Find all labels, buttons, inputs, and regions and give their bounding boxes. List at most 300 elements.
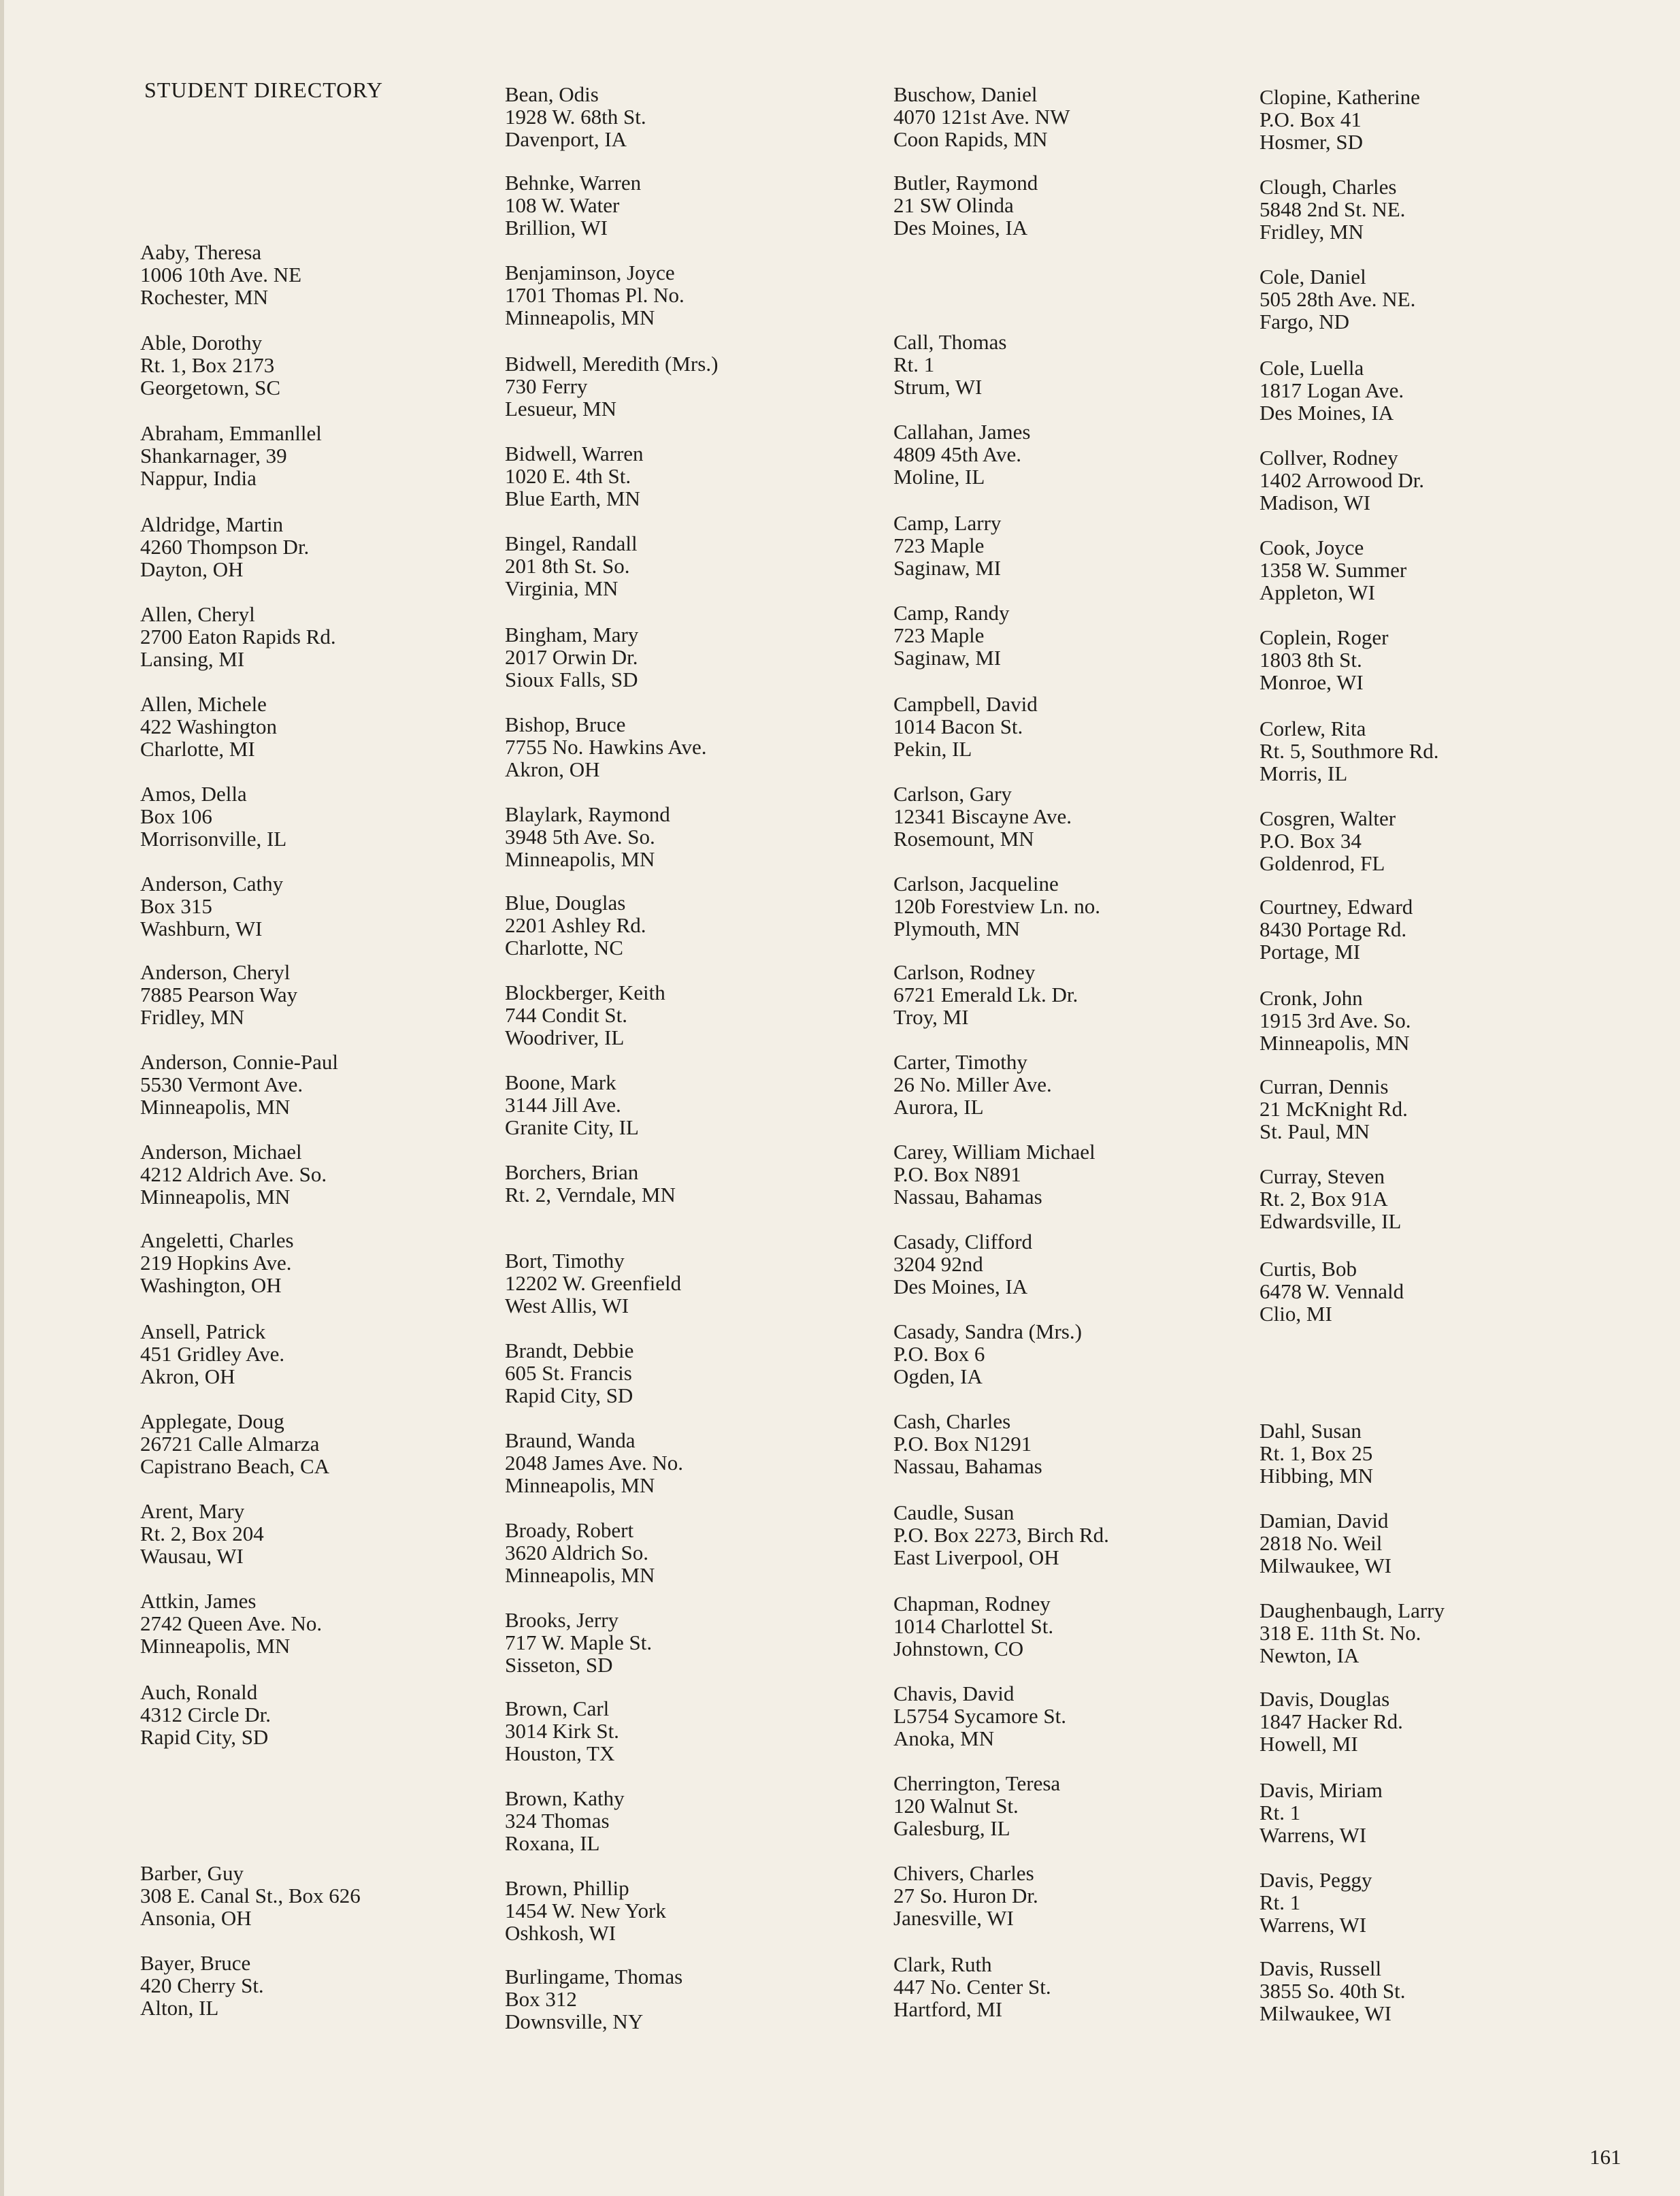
entry-address-line: 422 Washington	[140, 715, 278, 738]
entry-name: Cook, Joyce	[1259, 536, 1364, 559]
entry-address-line: Hartford, MI	[893, 1997, 1003, 2021]
entry-address-line: Warrens, WI	[1259, 1823, 1367, 1847]
entry-address-line: Shankarnager, 39	[140, 444, 287, 468]
directory-entry	[140, 1410, 329, 1477]
directory-entry	[1259, 987, 1411, 1054]
entry-name: Dahl, Susan	[1259, 1419, 1362, 1443]
entry-address-line: 2201 Ashley Rd.	[505, 913, 646, 937]
entry-name: Cosgren, Walter	[1259, 806, 1396, 830]
directory-entry	[893, 1862, 1038, 1929]
entry-name: Cash, Charles	[893, 1409, 1011, 1433]
entry-address-line: Oshkosh, WI	[505, 1921, 616, 1945]
directory-entry	[893, 512, 1001, 579]
entry-address-line: Minneapolis, MN	[505, 1473, 655, 1497]
entry-address-line: Portage, MI	[1259, 940, 1361, 964]
entry-address-line: 26721 Calle Almarza	[140, 1432, 320, 1456]
entry-name: Cronk, John	[1259, 986, 1363, 1010]
entry-address-line: Granite City, IL	[505, 1115, 639, 1139]
entry-address-line: 3014 Kirk St.	[505, 1719, 619, 1743]
entry-name: Brooks, Jerry	[505, 1608, 619, 1632]
entry-name: Collver, Rodney	[1259, 446, 1398, 470]
directory-entry	[505, 532, 638, 600]
directory-entry	[1259, 1509, 1391, 1577]
entry-address-line: 1014 Bacon St.	[893, 715, 1023, 738]
entry-address-line: Rt. 5, Southmore Rd.	[1259, 739, 1439, 763]
entry-address-line: 21 McKnight Rd.	[1259, 1097, 1408, 1121]
entry-name: Chapman, Rodney	[893, 1592, 1051, 1616]
entry-address-line: 219 Hopkins Ave.	[140, 1251, 292, 1275]
entry-address-line: Des Moines, IA	[893, 216, 1028, 240]
entry-address-line: 3204 92nd	[893, 1252, 983, 1276]
directory-entry	[140, 331, 280, 399]
entry-address-line: Johnstown, CO	[893, 1637, 1024, 1660]
entry-name: Butler, Raymond	[893, 171, 1038, 195]
directory-entry	[893, 1953, 1051, 2020]
entry-address-line: Minneapolis, MN	[1259, 1031, 1410, 1055]
entry-name: Chavis, David	[893, 1682, 1015, 1705]
directory-entry	[505, 261, 685, 329]
entry-address-line: Blue Earth, MN	[505, 487, 640, 510]
directory-entry	[140, 961, 297, 1028]
entry-address-line: Nassau, Bahamas	[893, 1454, 1042, 1478]
entry-name: Carlson, Rodney	[893, 960, 1036, 984]
entry-address-line: Houston, TX	[505, 1741, 615, 1765]
entry-address-line: Minneapolis, MN	[505, 1563, 655, 1587]
entry-address-line: P.O. Box N1291	[893, 1432, 1032, 1456]
directory-entry	[1259, 1165, 1401, 1232]
entry-address-line: 4809 45th Ave.	[893, 442, 1021, 466]
entry-name: Bidwell, Warren	[505, 442, 644, 465]
directory-entry	[140, 1229, 294, 1296]
directory-entry	[1259, 86, 1420, 153]
directory-entry	[893, 602, 1010, 669]
directory-entry	[893, 783, 1072, 850]
entry-address-line: Janesville, WI	[893, 1906, 1014, 1930]
entry-address-line: 318 E. 11th St. No.	[1259, 1621, 1421, 1645]
entry-address-line: Troy, MI	[893, 1005, 969, 1029]
entry-address-line: Nassau, Bahamas	[893, 1185, 1042, 1209]
directory-entry	[1259, 1957, 1405, 2025]
directory-entry	[505, 1161, 676, 1206]
entry-name: Auch, Ronald	[140, 1680, 258, 1704]
entry-name: Anderson, Michael	[140, 1140, 302, 1164]
directory-entry	[1259, 1075, 1408, 1143]
directory-entry	[140, 872, 283, 940]
entry-address-line: Dayton, OH	[140, 557, 244, 581]
entry-address-line: Downsville, NY	[505, 2010, 644, 2033]
entry-address-line: Newton, IA	[1259, 1643, 1360, 1667]
directory-entry	[893, 1141, 1096, 1208]
directory-entry	[893, 171, 1038, 239]
entry-address-line: Edwardsville, IL	[1259, 1209, 1402, 1233]
entry-address-line: Pekin, IL	[893, 737, 972, 761]
directory-entry	[140, 603, 336, 670]
entry-name: Davis, Russell	[1259, 1956, 1382, 1980]
directory-entry	[140, 1051, 338, 1118]
entry-address-line: P.O. Box 41	[1259, 108, 1362, 131]
entry-name: Angeletti, Charles	[140, 1228, 294, 1252]
entry-address-line: 420 Cherry St.	[140, 1973, 264, 1997]
entry-address-line: Rt. 1, Box 2173	[140, 353, 275, 377]
entry-address-line: Appleton, WI	[1259, 580, 1375, 604]
page-heading: STUDENT DIRECTORY	[144, 78, 383, 102]
entry-address-line: Monroe, WI	[1259, 670, 1364, 694]
entry-name: Coplein, Roger	[1259, 625, 1389, 649]
entry-address-line: 108 W. Water	[505, 193, 620, 217]
entry-name: Cole, Luella	[1259, 356, 1364, 380]
entry-name: Curray, Steven	[1259, 1164, 1385, 1188]
directory-entry	[893, 1501, 1109, 1569]
entry-address-line: 1020 E. 4th St.	[505, 464, 631, 488]
entry-address-line: P.O. Box 6	[893, 1342, 985, 1366]
entry-address-line: Warrens, WI	[1259, 1913, 1367, 1937]
entry-address-line: Morris, IL	[1259, 761, 1348, 785]
directory-entry	[505, 442, 644, 510]
directory-entry	[1259, 357, 1404, 424]
directory-entry	[140, 241, 301, 308]
entry-address-line: Galesburg, IL	[893, 1816, 1010, 1840]
entry-address-line: 3620 Aldrich So.	[505, 1541, 648, 1564]
entry-address-line: 447 No. Center St.	[893, 1975, 1051, 1999]
entry-name: Chivers, Charles	[893, 1861, 1034, 1885]
entry-address-line: Ogden, IA	[893, 1364, 983, 1388]
directory-entry	[893, 1410, 1042, 1477]
entry-name: Bort, Timothy	[505, 1249, 625, 1273]
entry-address-line: Hibbing, MN	[1259, 1464, 1374, 1488]
entry-address-line: 120 Walnut St.	[893, 1794, 1019, 1818]
directory-entry	[505, 83, 646, 150]
entry-address-line: Aurora, IL	[893, 1095, 984, 1119]
entry-address-line: 27 So. Huron Dr.	[893, 1884, 1038, 1907]
page-edge	[0, 0, 4, 2196]
entry-address-line: Wausau, WI	[140, 1544, 244, 1568]
directory-entry	[893, 1051, 1052, 1118]
entry-name: Carlson, Jacqueline	[893, 872, 1059, 896]
entry-address-line: Anoka, MN	[893, 1726, 995, 1750]
entry-address-line: Minneapolis, MN	[505, 306, 655, 329]
entry-name: Cherrington, Teresa	[893, 1771, 1061, 1795]
entry-address-line: Morrisonville, IL	[140, 827, 287, 851]
entry-name: Buschow, Daniel	[893, 82, 1038, 106]
entry-address-line: 2700 Eaton Rapids Rd.	[140, 625, 336, 649]
entry-address-line: 1817 Logan Ave.	[1259, 378, 1404, 402]
entry-address-line: Rt. 1	[1259, 1801, 1301, 1824]
entry-address-line: Saginaw, MI	[893, 556, 1002, 580]
entry-name: Arent, Mary	[140, 1499, 245, 1523]
entry-name: Benjaminson, Joyce	[505, 261, 675, 284]
entry-name: Blockberger, Keith	[505, 981, 665, 1004]
entry-address-line: Georgetown, SC	[140, 376, 281, 399]
directory-entry	[505, 891, 646, 959]
entry-address-line: 324 Thomas	[505, 1809, 610, 1833]
entry-name: Anderson, Connie-Paul	[140, 1050, 339, 1074]
directory-entry	[140, 1590, 322, 1657]
directory-entry	[893, 1772, 1060, 1839]
entry-address-line: 2818 No. Weil	[1259, 1531, 1383, 1555]
entry-address-line: Rt. 2, Verndale, MN	[505, 1183, 676, 1207]
page-number: 161	[1590, 2145, 1621, 2169]
entry-name: Bean, Odis	[505, 82, 599, 106]
entry-address-line: Sisseton, SD	[505, 1653, 613, 1677]
entry-name: Amos, Della	[140, 782, 247, 806]
entry-name: Bayer, Bruce	[140, 1951, 251, 1975]
entry-address-line: 1928 W. 68th St.	[505, 105, 646, 129]
entry-name: Applegate, Doug	[140, 1409, 284, 1433]
directory-entry	[505, 1877, 666, 1944]
directory-entry	[1259, 626, 1388, 693]
entry-name: Davis, Miriam	[1259, 1778, 1383, 1802]
entry-address-line: Fridley, MN	[1259, 220, 1364, 244]
entry-name: Curran, Dennis	[1259, 1075, 1389, 1098]
entry-address-line: Nappur, India	[140, 466, 257, 490]
entry-address-line: Woodriver, IL	[505, 1026, 625, 1049]
directory-entry	[505, 1339, 633, 1407]
entry-address-line: Rt. 1	[1259, 1890, 1301, 1914]
entry-name: Davis, Douglas	[1259, 1687, 1390, 1711]
entry-name: Bidwell, Meredith (Mrs.)	[505, 352, 719, 376]
directory-entry	[893, 1682, 1066, 1750]
directory-entry	[140, 1141, 327, 1208]
entry-address-line: L5754 Sycamore St.	[893, 1704, 1066, 1728]
entry-name: Blue, Douglas	[505, 891, 626, 915]
entry-address-line: 2048 James Ave. No.	[505, 1451, 684, 1475]
entry-name: Carter, Timothy	[893, 1050, 1027, 1074]
entry-name: Ansell, Patrick	[140, 1320, 266, 1343]
entry-name: Burlingame, Thomas	[505, 1965, 683, 1988]
entry-address-line: 6478 W. Vennald	[1259, 1279, 1404, 1303]
entry-address-line: Minneapolis, MN	[140, 1095, 291, 1119]
directory-entry	[893, 1230, 1032, 1298]
entry-address-line: Minneapolis, MN	[505, 847, 655, 871]
entry-address-line: Sioux Falls, SD	[505, 668, 638, 691]
entry-address-line: Capistrano Beach, CA	[140, 1454, 330, 1478]
entry-address-line: 21 SW Olinda	[893, 193, 1014, 217]
entry-address-line: Roxana, IL	[505, 1831, 600, 1855]
entry-address-line: Akron, OH	[505, 757, 600, 781]
directory-entry	[893, 872, 1100, 940]
entry-address-line: 4212 Aldrich Ave. So.	[140, 1162, 327, 1186]
entry-address-line: Rapid City, SD	[140, 1725, 269, 1749]
directory-entry	[505, 1519, 655, 1586]
entry-address-line: P.O. Box 34	[1259, 829, 1362, 853]
entry-name: Bingham, Mary	[505, 623, 639, 646]
directory-entry	[140, 513, 309, 580]
entry-address-line: Box 315	[140, 894, 212, 918]
directory-entry	[1259, 536, 1406, 604]
entry-name: Barber, Guy	[140, 1861, 244, 1885]
directory-entry	[140, 1320, 284, 1388]
entry-address-line: 1803 8th St.	[1259, 648, 1362, 672]
directory-entry	[140, 783, 286, 850]
entry-address-line: 730 Ferry	[505, 374, 588, 398]
directory-entry	[505, 803, 670, 870]
entry-address-line: 1358 W. Summer	[1259, 558, 1407, 582]
entry-address-line: Milwaukee, WI	[1259, 1554, 1391, 1577]
entry-address-line: Rosemount, MN	[893, 827, 1034, 851]
entry-name: Daughenbaugh, Larry	[1259, 1599, 1445, 1622]
directory-entry	[1259, 1420, 1373, 1487]
entry-address-line: Goldenrod, FL	[1259, 851, 1385, 875]
directory-entry	[1259, 446, 1424, 514]
directory-entry	[505, 623, 638, 691]
directory-entry	[505, 981, 665, 1049]
entry-name: Cole, Daniel	[1259, 265, 1366, 289]
entry-address-line: Plymouth, MN	[893, 917, 1021, 940]
directory-entry	[1259, 1688, 1403, 1755]
entry-address-line: 505 28th Ave. NE.	[1259, 287, 1416, 311]
entry-address-line: Ansonia, OH	[140, 1906, 252, 1930]
entry-name: Campbell, David	[893, 692, 1038, 716]
entry-name: Curtis, Bob	[1259, 1257, 1357, 1281]
directory-entry	[140, 1862, 361, 1929]
entry-address-line: 120b Forestview Ln. no.	[893, 894, 1100, 918]
directory-entry	[140, 1500, 264, 1567]
entry-address-line: Virginia, MN	[505, 576, 619, 600]
directory-entry	[893, 693, 1038, 760]
entry-name: Aaby, Theresa	[140, 240, 262, 264]
directory-entry	[140, 693, 277, 760]
directory-entry	[893, 1320, 1082, 1388]
entry-name: Clopine, Katherine	[1259, 85, 1420, 109]
entry-address-line: Des Moines, IA	[1259, 401, 1394, 425]
directory-entry	[505, 1787, 625, 1854]
entry-address-line: 201 8th St. So.	[505, 554, 630, 578]
entry-name: Anderson, Cheryl	[140, 960, 291, 984]
entry-address-line: Alton, IL	[140, 1996, 219, 2020]
entry-name: Caudle, Susan	[893, 1501, 1015, 1524]
directory-entry	[893, 1592, 1053, 1660]
entry-address-line: West Allis, WI	[505, 1294, 629, 1317]
entry-name: Broady, Robert	[505, 1518, 634, 1542]
entry-address-line: Strum, WI	[893, 375, 983, 399]
entry-name: Brandt, Debbie	[505, 1339, 634, 1362]
entry-name: Aldridge, Martin	[140, 512, 284, 536]
entry-address-line: 12341 Biscayne Ave.	[893, 804, 1072, 828]
entry-name: Brown, Phillip	[505, 1876, 629, 1900]
entry-address-line: 4312 Circle Dr.	[140, 1703, 271, 1726]
directory-entry	[893, 331, 1006, 398]
entry-address-line: 6721 Emerald Lk. Dr.	[893, 983, 1078, 1006]
directory-entry	[1259, 265, 1415, 333]
directory-entry	[1259, 1258, 1404, 1325]
entry-address-line: Madison, WI	[1259, 491, 1371, 514]
entry-name: Brown, Kathy	[505, 1786, 625, 1810]
entry-name: Courtney, Edward	[1259, 895, 1413, 919]
entry-address-line: 7755 No. Hawkins Ave.	[505, 735, 707, 759]
entry-address-line: Lesueur, MN	[505, 397, 617, 421]
entry-address-line: Rapid City, SD	[505, 1383, 633, 1407]
entry-address-line: St. Paul, MN	[1259, 1119, 1370, 1143]
entry-address-line: 1402 Arrowood Dr.	[1259, 468, 1424, 492]
entry-address-line: 4260 Thompson Dr.	[140, 535, 310, 559]
entry-address-line: Rt. 1, Box 25	[1259, 1441, 1373, 1465]
entry-address-line: Coon Rapids, MN	[893, 127, 1048, 151]
entry-address-line: 3948 5th Ave. So.	[505, 825, 655, 849]
entry-address-line: Rochester, MN	[140, 285, 269, 309]
entry-address-line: Des Moines, IA	[893, 1275, 1028, 1298]
entry-address-line: 605 St. Francis	[505, 1361, 632, 1385]
entry-name: Able, Dorothy	[140, 331, 263, 355]
directory-entry	[505, 171, 641, 239]
directory-entry	[893, 961, 1078, 1028]
directory-entry	[505, 1697, 619, 1765]
entry-address-line: 723 Maple	[893, 534, 985, 557]
directory-entry	[1259, 1869, 1372, 1936]
entry-address-line: Davenport, IA	[505, 127, 627, 151]
entry-address-line: Washburn, WI	[140, 917, 263, 940]
entry-address-line: Milwaukee, WI	[1259, 2001, 1391, 2025]
entry-address-line: Rt. 2, Box 204	[140, 1522, 264, 1545]
entry-name: Brown, Carl	[505, 1697, 610, 1720]
directory-entry	[140, 422, 322, 489]
entry-name: Boone, Mark	[505, 1070, 616, 1094]
entry-name: Davis, Peggy	[1259, 1868, 1372, 1892]
entry-address-line: East Liverpool, OH	[893, 1545, 1059, 1569]
entry-name: Allen, Cheryl	[140, 602, 255, 626]
directory-entry	[140, 1681, 271, 1748]
entry-address-line: 3855 So. 40th St.	[1259, 1979, 1406, 2003]
entry-address-line: Box 106	[140, 804, 212, 828]
entry-address-line: 26 No. Miller Ave.	[893, 1072, 1052, 1096]
directory-entry	[505, 1249, 681, 1317]
entry-address-line: Fridley, MN	[140, 1005, 244, 1029]
entry-address-line: 744 Condit St.	[505, 1003, 628, 1027]
directory-entry	[1259, 717, 1439, 785]
directory-entry	[505, 713, 706, 781]
entry-address-line: Moline, IL	[893, 465, 985, 489]
directory-entry	[505, 1965, 682, 2033]
entry-address-line: Washington, OH	[140, 1273, 282, 1297]
directory-entry	[505, 1609, 652, 1676]
entry-address-line: 5848 2nd St. NE.	[1259, 197, 1406, 221]
entry-name: Attkin, James	[140, 1589, 257, 1613]
directory-entry	[1259, 1599, 1445, 1667]
entry-address-line: Howell, MI	[1259, 1732, 1358, 1756]
entry-address-line: Brillion, WI	[505, 216, 608, 240]
entry-address-line: P.O. Box 2273, Birch Rd.	[893, 1523, 1109, 1547]
entry-address-line: Box 312	[505, 1987, 577, 2011]
entry-address-line: Charlotte, NC	[505, 936, 623, 960]
entry-address-line: Saginaw, MI	[893, 646, 1002, 670]
entry-address-line: 717 W. Maple St.	[505, 1630, 653, 1654]
directory-entry	[893, 421, 1030, 488]
entry-address-line: 4070 121st Ave. NW	[893, 105, 1070, 129]
entry-name: Casady, Clifford	[893, 1230, 1033, 1253]
entry-address-line: 1006 10th Ave. NE	[140, 263, 302, 286]
entry-address-line: Fargo, ND	[1259, 310, 1350, 333]
entry-address-line: Minneapolis, MN	[140, 1634, 291, 1658]
entry-address-line: 1915 3rd Ave. So.	[1259, 1009, 1411, 1032]
entry-name: Camp, Larry	[893, 511, 1002, 535]
entry-name: Braund, Wanda	[505, 1428, 636, 1452]
entry-address-line: Minneapolis, MN	[140, 1185, 291, 1209]
entry-name: Callahan, James	[893, 420, 1031, 444]
entry-address-line: 1014 Charlottel St.	[893, 1614, 1054, 1638]
entry-address-line: 308 E. Canal St., Box 626	[140, 1884, 361, 1907]
entry-address-line: 8430 Portage Rd.	[1259, 917, 1407, 941]
directory-entry	[140, 1952, 264, 2019]
entry-name: Corlew, Rita	[1259, 717, 1366, 740]
entry-name: Borchers, Brian	[505, 1160, 639, 1184]
directory-entry	[893, 83, 1070, 150]
entry-name: Clough, Charles	[1259, 175, 1397, 199]
entry-name: Carlson, Gary	[893, 782, 1012, 806]
entry-name: Abraham, Emmanllel	[140, 421, 322, 445]
entry-name: Call, Thomas	[893, 330, 1007, 354]
entry-address-line: Akron, OH	[140, 1364, 235, 1388]
entry-name: Casady, Sandra (Mrs.)	[893, 1320, 1082, 1343]
entry-address-line: Clio, MI	[1259, 1302, 1332, 1326]
